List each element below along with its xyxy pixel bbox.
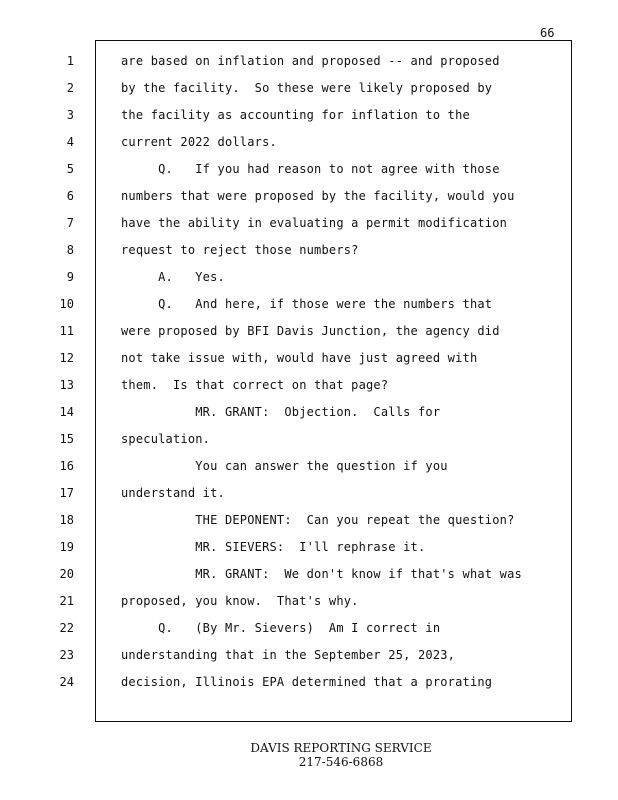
line-number: 21 [59, 594, 74, 608]
line-number: 9 [66, 270, 74, 284]
footer-phone: 217-546-6868 [298, 755, 384, 769]
transcript-line: them. Is that correct on that page? [121, 378, 389, 392]
line-number: 7 [66, 216, 74, 230]
transcript-line: Q. If you had reason to not agree with those [121, 162, 500, 176]
line-number: 8 [66, 243, 74, 257]
transcript-line: were proposed by BFI Davis Junction, the agency did [121, 324, 500, 338]
line-number: 11 [59, 324, 74, 338]
line-number: 18 [59, 513, 74, 527]
transcript-line: are based on inflation and proposed -- and proposed [121, 54, 500, 68]
transcript-line: Q. And here, if those were the numbers that [121, 297, 493, 311]
transcript-line: proposed, you know. That's why. [121, 594, 359, 608]
page-number: 66 [540, 26, 555, 40]
transcript-line: A. Yes. [121, 270, 225, 284]
line-number: 10 [59, 297, 74, 311]
line-number: 17 [59, 486, 74, 500]
transcript-line: THE DEPONENT: Can you repeat the question? [121, 513, 515, 527]
line-number: 24 [59, 675, 74, 689]
transcript-line: current 2022 dollars. [121, 135, 277, 149]
transcript-line: understand it. [121, 486, 225, 500]
footer-company: DAVIS REPORTING SERVICE [250, 741, 432, 755]
line-number: 22 [59, 621, 74, 635]
line-number: 16 [59, 459, 74, 473]
line-number: 4 [66, 135, 74, 149]
transcript-line: MR. GRANT: Objection. Calls for [121, 405, 441, 419]
line-number: 5 [66, 162, 74, 176]
footer [0, 741, 618, 769]
transcript-line: the facility as accounting for inflation to the [121, 108, 470, 122]
transcript-line: numbers that were proposed by the facility, would you [121, 189, 515, 203]
transcript-line: You can answer the question if you [121, 459, 448, 473]
transcript-body [121, 53, 566, 701]
transcript-line: have the ability in evaluating a permit modification [121, 216, 508, 230]
transcript-line: understanding that in the September 25, 2023, [121, 648, 456, 662]
line-number-column [0, 53, 80, 701]
transcript-line: MR. GRANT: We don't know if that's what was [121, 567, 522, 581]
line-number: 3 [66, 108, 74, 122]
line-number: 19 [59, 540, 74, 554]
transcript-line: by the facility. So these were likely proposed by [121, 81, 493, 95]
transcript-line: decision, Illinois EPA determined that a prorating [121, 675, 493, 689]
line-number: 20 [59, 567, 74, 581]
line-number: 15 [59, 432, 74, 446]
transcript-line: speculation. [121, 432, 211, 446]
line-number: 12 [59, 351, 74, 365]
line-number: 6 [66, 189, 74, 203]
transcript-line: MR. SIEVERS: I'll rephrase it. [121, 540, 426, 554]
line-number: 13 [59, 378, 74, 392]
line-number: 1 [66, 54, 74, 68]
transcript-line: Q. (By Mr. Sievers) Am I correct in [121, 621, 441, 635]
line-number: 14 [59, 405, 74, 419]
line-number: 23 [59, 648, 74, 662]
transcript-line: not take issue with, would have just agreed with [121, 351, 478, 365]
line-number: 2 [66, 81, 74, 95]
transcript-line: request to reject those numbers? [121, 243, 359, 257]
